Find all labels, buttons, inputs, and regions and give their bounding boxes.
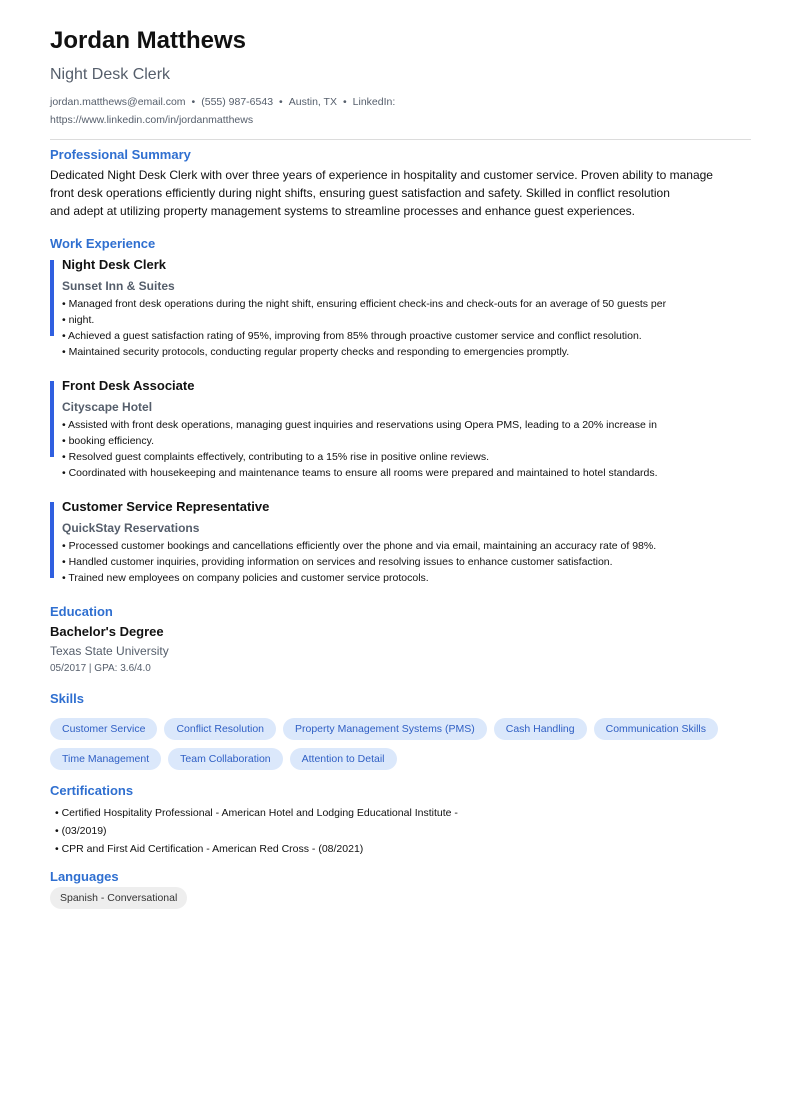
location-text: Austin, TX <box>288 96 337 108</box>
job-entry <box>50 378 751 481</box>
candidate-name: Jordan Matthews <box>50 27 247 54</box>
summary-line: Dedicated Night Desk Clerk with over three years of experience in hospitality and customer service. Proven ability to manage <box>50 168 713 182</box>
job-bullet: • Resolved guest complaints effectively, contributing to a 15% rise in positive online reviews. <box>62 451 490 463</box>
header-divider <box>50 139 751 140</box>
school-name: Texas State University <box>50 644 169 658</box>
job-accent-bar <box>50 502 54 578</box>
job-bullets <box>62 538 751 586</box>
section-heading: Skills <box>50 691 84 706</box>
job-bullet: • Coordinated with housekeeping and maintenance teams to ensure all rooms were prepared and maintained to hotel standards. <box>62 467 658 479</box>
languages-section <box>50 869 751 909</box>
job-title: Front Desk Associate <box>62 378 195 393</box>
education-meta: 05/2017 | GPA: 3.6/4.0 <box>50 663 151 674</box>
education-section <box>50 604 751 675</box>
job-bullet: • Trained new employees on company policies and customer service protocols. <box>62 572 429 584</box>
job-title: Night Desk Clerk <box>62 257 167 272</box>
skill-chips <box>50 718 740 770</box>
company-name: Sunset Inn & Suites <box>62 279 175 293</box>
job-bullet: • Maintained security protocols, conducting regular property checks and responding to emergencies promptly. <box>62 346 570 358</box>
summary-section <box>50 147 751 220</box>
skill-chip: Conflict Resolution <box>164 718 276 740</box>
section-heading: Work Experience <box>50 236 156 251</box>
certification-item: • Certified Hospitality Professional - American Hotel and Lodging Educational Institute - <box>55 807 458 819</box>
skill-chip: Property Management Systems (PMS) <box>283 718 487 740</box>
section-heading: Education <box>50 604 113 619</box>
separator: • <box>191 96 196 108</box>
certification-list <box>55 804 751 858</box>
job-bullet: • Assisted with front desk operations, managing guest inquiries and reservations using Opera PMS, leading to a 20% increase in <box>62 419 657 431</box>
resume-page <box>50 26 751 909</box>
linkedin-link[interactable]: https://www.linkedin.com/in/jordanmatthews <box>50 114 254 126</box>
section-heading: Languages <box>50 869 119 884</box>
degree-title: Bachelor's Degree <box>50 624 164 639</box>
skill-chip: Cash Handling <box>494 718 587 740</box>
certification-item: • (03/2019) <box>55 825 107 837</box>
job-bullet: • booking efficiency. <box>62 435 155 447</box>
job-accent-bar <box>50 260 54 336</box>
skill-chip: Time Management <box>50 748 161 770</box>
job-bullets <box>62 417 751 481</box>
job-bullet: • Processed customer bookings and cancellations efficiently over the phone and via email, maintaining an accuracy rate of 98%. <box>62 540 657 552</box>
section-heading: Certifications <box>50 783 134 798</box>
skill-chip: Team Collaboration <box>168 748 282 770</box>
job-bullet: • Managed front desk operations during the night shift, ensuring efficient check-ins and check-outs for an average of 50 guests per <box>62 298 667 310</box>
skill-chip: Attention to Detail <box>290 748 397 770</box>
job-bullet: • Handled customer inquiries, providing information on services and resolving issues to enhance customer satisfaction. <box>62 556 613 568</box>
job-title: Customer Service Representative <box>62 499 270 514</box>
job-bullet: • Achieved a guest satisfaction rating of 95%, improving from 85% through proactive customer service and conflict resolution. <box>62 330 642 342</box>
separator: • <box>279 96 283 108</box>
contact-info <box>50 93 410 129</box>
skill-chip: Customer Service <box>50 718 157 740</box>
summary-line: front desk operations efficiently during night shifts, ensuring guest satisfaction and safety. Skilled in conflict resolution <box>50 186 670 200</box>
candidate-title: Night Desk Clerk <box>50 66 171 83</box>
email-text[interactable]: jordan.matthews@email.com <box>50 96 186 108</box>
certification-item: • CPR and First Aid Certification - American Red Cross - (08/2021) <box>55 843 364 855</box>
job-accent-bar <box>50 381 54 457</box>
job-bullet: • night. <box>62 314 95 326</box>
company-name: QuickStay Reservations <box>62 521 200 535</box>
phone-text: (555) 987-6543 <box>201 96 274 108</box>
summary-line: and adept at utilizing property management systems to streamline processes and enhance guest experiences. <box>50 204 635 218</box>
job-entry <box>50 257 751 360</box>
experience-section <box>50 236 751 586</box>
job-bullets <box>62 296 751 360</box>
certifications-section <box>50 783 751 858</box>
company-name: Cityscape Hotel <box>62 400 153 414</box>
separator: • <box>342 96 347 108</box>
skill-chip: Communication Skills <box>594 718 718 740</box>
job-entry <box>50 499 751 586</box>
linkedin-label: LinkedIn: <box>352 96 396 108</box>
skills-section <box>50 691 751 770</box>
language-chip: Spanish - Conversational <box>50 887 187 909</box>
summary-text <box>50 166 751 220</box>
section-heading: Professional Summary <box>50 147 191 162</box>
